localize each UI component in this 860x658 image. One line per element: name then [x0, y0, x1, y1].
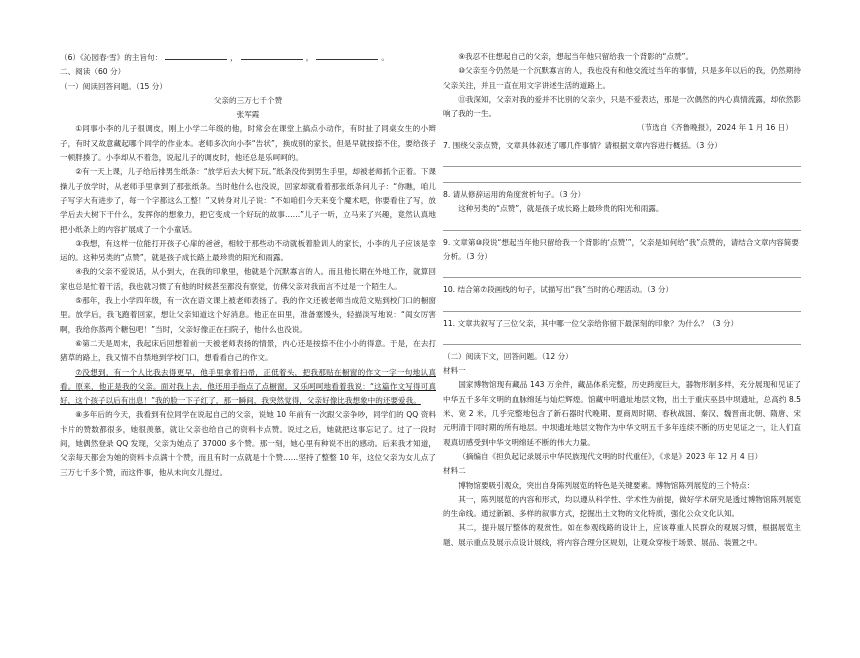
answer-line[interactable]: [443, 156, 801, 167]
question-9: 9. 文章第⑩段说“想起当年他只留给我一个背影的‘点赞’”，父亲是如何给“我”点赞的，请结合文章内容简要分析。（3 分）: [443, 237, 799, 261]
paragraph: ⑩父亲至今仍然是一个沉默寡言的人，我也没有和他交流过当年的事情，只是多年以后的我，仍然期待父亲关注，并且一直在用文字讲述生活的道路上。: [443, 66, 801, 90]
paragraph: ①同事小李的儿子很调皮，刚上小学二年级的他，时常会在课堂上搞点小动作，有时扯了同桌女生的小辫子，有时又故意藏起哪个同学的作业本。老师多次向小李“告状”，换成别的家长，但是早就按捺不住，要给孩子一顿胖揍了。小李却从不着急，说起儿子的调皮时，他还总是乐呵呵的。: [60, 124, 436, 163]
separator: ，: [305, 53, 314, 62]
paragraph: ②有一天上课，儿子给后排男生纸条：“放学后去大树下玩。”纸条没传到男生手里，却被老师抓个正着。下课操儿子放学时，从老师手里拿到了那张纸条。当时他什么也没说，回家却就看着那张纸条问儿子：“你瞧，咱儿子写字大有进步了，每一个字都这么工整！”又转身对儿子说：“不如咱们今天来变个魔术吧，你要看住了写，放学后去大树下干什么，发挥你的想象力，把它变成一个好玩的故事……”儿子一听，立马来了兴趣，竟然认真地把小纸条上的内容扩展成了一个小童话。: [60, 167, 436, 234]
separator: ，: [230, 53, 238, 62]
answer-line[interactable]: [443, 334, 801, 345]
question-11: 11. 文章共叙写了三位父亲，其中哪一位父亲给你留下最深刻的印象？为什么？（3 分）: [443, 318, 739, 328]
article-author: 张军霞: [236, 110, 260, 120]
separator: 。: [381, 53, 389, 62]
answer-blank[interactable]: [316, 50, 378, 60]
article-title: 父亲的三万七千个赞: [213, 95, 283, 105]
paragraph: ④我的父亲不爱说话，从小到大，在我的印象里，他就是个沉默寡言的人。而且他长期在外地工作，就算回家也总是忙着干活，我也就习惯了有他的时候甚至都没有察觉，仿佛父亲对我而言不过是一个陌生人。: [60, 267, 436, 291]
left-column: [60, 50, 436, 658]
paragraph: ③我想，有这样一位能打开孩子心扉的爸爸，相较于那些动不动就板着脸训人的家长，小李的儿子应该是幸运的。这种另类的“点赞”，就是孩子成长路上最珍贵的阳光和雨露。: [60, 238, 436, 263]
question-8: 8. 请从修辞运用的角度赏析句子。（3 分）: [443, 190, 586, 200]
paragraph: ⑨我忍不住想起自己的父亲，想起当年他只留给我一个背影的“点赞”。: [458, 52, 694, 61]
answer-blank[interactable]: [165, 50, 227, 60]
question-6-label: （6）《沁园春·雪》的主旨句：: [60, 53, 163, 62]
article-source: （节选自《齐鲁晚报》，2024 年 1 月 16 日）: [637, 123, 793, 133]
answer-line[interactable]: [443, 172, 801, 183]
material-text: 其一，陈列展览的内容和形式，均以遵从科学性、学术性为前提，做好学术研究是透过博物馆陈列展览的生命线。通过新颖、多样的叙事方式，挖掘出土文物的文化特质，强化公众文化认知。: [443, 494, 801, 519]
paragraph: ⑥第二天是周末，我起床后回想着前一天被老师表扬的情景，内心还是按捺不住小小的得意。于是，在去打猪草的路上，我又情不自禁地到学校门口，想看看自己的作文。: [60, 338, 436, 363]
part-heading: （一）阅读回答问题。（15 分）: [60, 81, 167, 91]
question-8-quote: 这种另类的“点赞”，就是孩子成长路上最珍贵的阳光和雨露。: [458, 204, 664, 214]
material-source: （摘编自《担负起记录展示中华民族现代文明的时代重任》，《求是》2023 年 12 月 4 日）: [458, 451, 763, 461]
right-column: [443, 50, 801, 658]
paragraph: ⑪我深知，父亲对我的爱并不比别的父亲少，只是不爱表达，那是一次偶然的内心真情流露，却依然影响了我的一生。: [443, 94, 801, 119]
answer-line[interactable]: [443, 220, 801, 231]
paragraph: ⑧多年后的今天，我看到有位同学在说起自己的父亲，说她 10 年前有一次跟父亲争吵，同学们的 QQ 资料卡片的赞数都很多，她很羡慕，就让父亲也给自己的资料卡点赞。说过之后，她就把这事忘记了。过了一段时间，她偶然登录 QQ 发现，父亲为她点了 37000 多个赞。那一刻，她心里有种说不出的感动。后来我才知道，父亲每天都会为她的资料卡点满十个赞，而且有时一点就是十个赞……坚持了整整 10 年，这位父亲为女儿点了三万七千多个赞，而这件事，他从未向女儿提过。: [60, 410, 436, 477]
answer-line[interactable]: [443, 267, 801, 278]
answer-line[interactable]: [443, 301, 801, 312]
material-label: 材料二: [443, 466, 466, 476]
material-text: 国家博物馆现有藏品 143 万余件，藏品体系完整，历史跨度巨大，器物形制多样，充分展现和见证了中华五千多年文明的血脉绵延与灿烂辉煌。馆藏中明遗址地层文物，出土于重庆巫县中坝遗址，总高约 8.5 米、宽 2 米，几乎完整地包含了新石器时代晚期、夏商周时期、春秋战国、秦汉、魏晋南北朝、隋唐、宋元明清于同时期的所有地层。中坝遗址地层文物作为中华文明五千多年连续不断的历史见证之一，让人们直观真切感受到中华文明绵延不断的伟大力量。: [443, 380, 801, 447]
section-heading: 二、阅读（60 分）: [60, 67, 126, 77]
material-label: 材料一: [443, 366, 466, 376]
question-10: 10. 结合第⑦段画线的句子，试描写出“我”当时的心理活动。（3 分）: [443, 285, 674, 295]
material-text: 其二，提升展厅整体的观赏性。如在参观线路的设计上，应该尊重人民群众的观展习惯，根据展览主题、展示重点及展示点设计展线，将内容合理分区规划，让观众穿梭于场景、展品、装置之中。: [443, 523, 801, 547]
answer-blank[interactable]: [241, 50, 303, 60]
underlined-paragraph: ⑦没想到，有一个人比我去得更早，他手里拿着扫帚，正低着头，把我那贴在橱窗的作文一字一句地认真看。原来，他正是我的父亲。面对我上去，他还用手指点了点橱窗，又乐呵呵地看着我说：“这篇作文写得可真好，这个孩子以后有出息！”我的脸一下子红了，那一瞬间，我突然觉得，父亲好像比我想象中的还要爱我。: [60, 367, 436, 406]
part-heading: （二）阅读下文，回答问题。（12 分）: [443, 351, 573, 361]
question-6: [60, 50, 436, 65]
question-7: 7. 围绕父亲点赞，文章具体叙述了哪几件事情？请根据文章内容进行概括。（3 分）: [443, 140, 722, 150]
material-text: 博物馆要吸引观众，突出自身陈列展览的特色是关键要素。博物馆陈列展览的三个特点：: [458, 480, 755, 490]
paragraph: ⑤那年，我上小学四年级，有一次在语文课上被老师表扬了。我的作文还被老师当成范文贴到校门口的橱窗里。放学后，我飞跑着回家，想让父亲知道这个好消息。他正在田里，准备塞馒头，轻描淡写地说：“闺女厉害啊，我给你蒸两个糖包吧！”当时，父亲好像正在扫院子，他什么也没说。: [60, 296, 436, 334]
